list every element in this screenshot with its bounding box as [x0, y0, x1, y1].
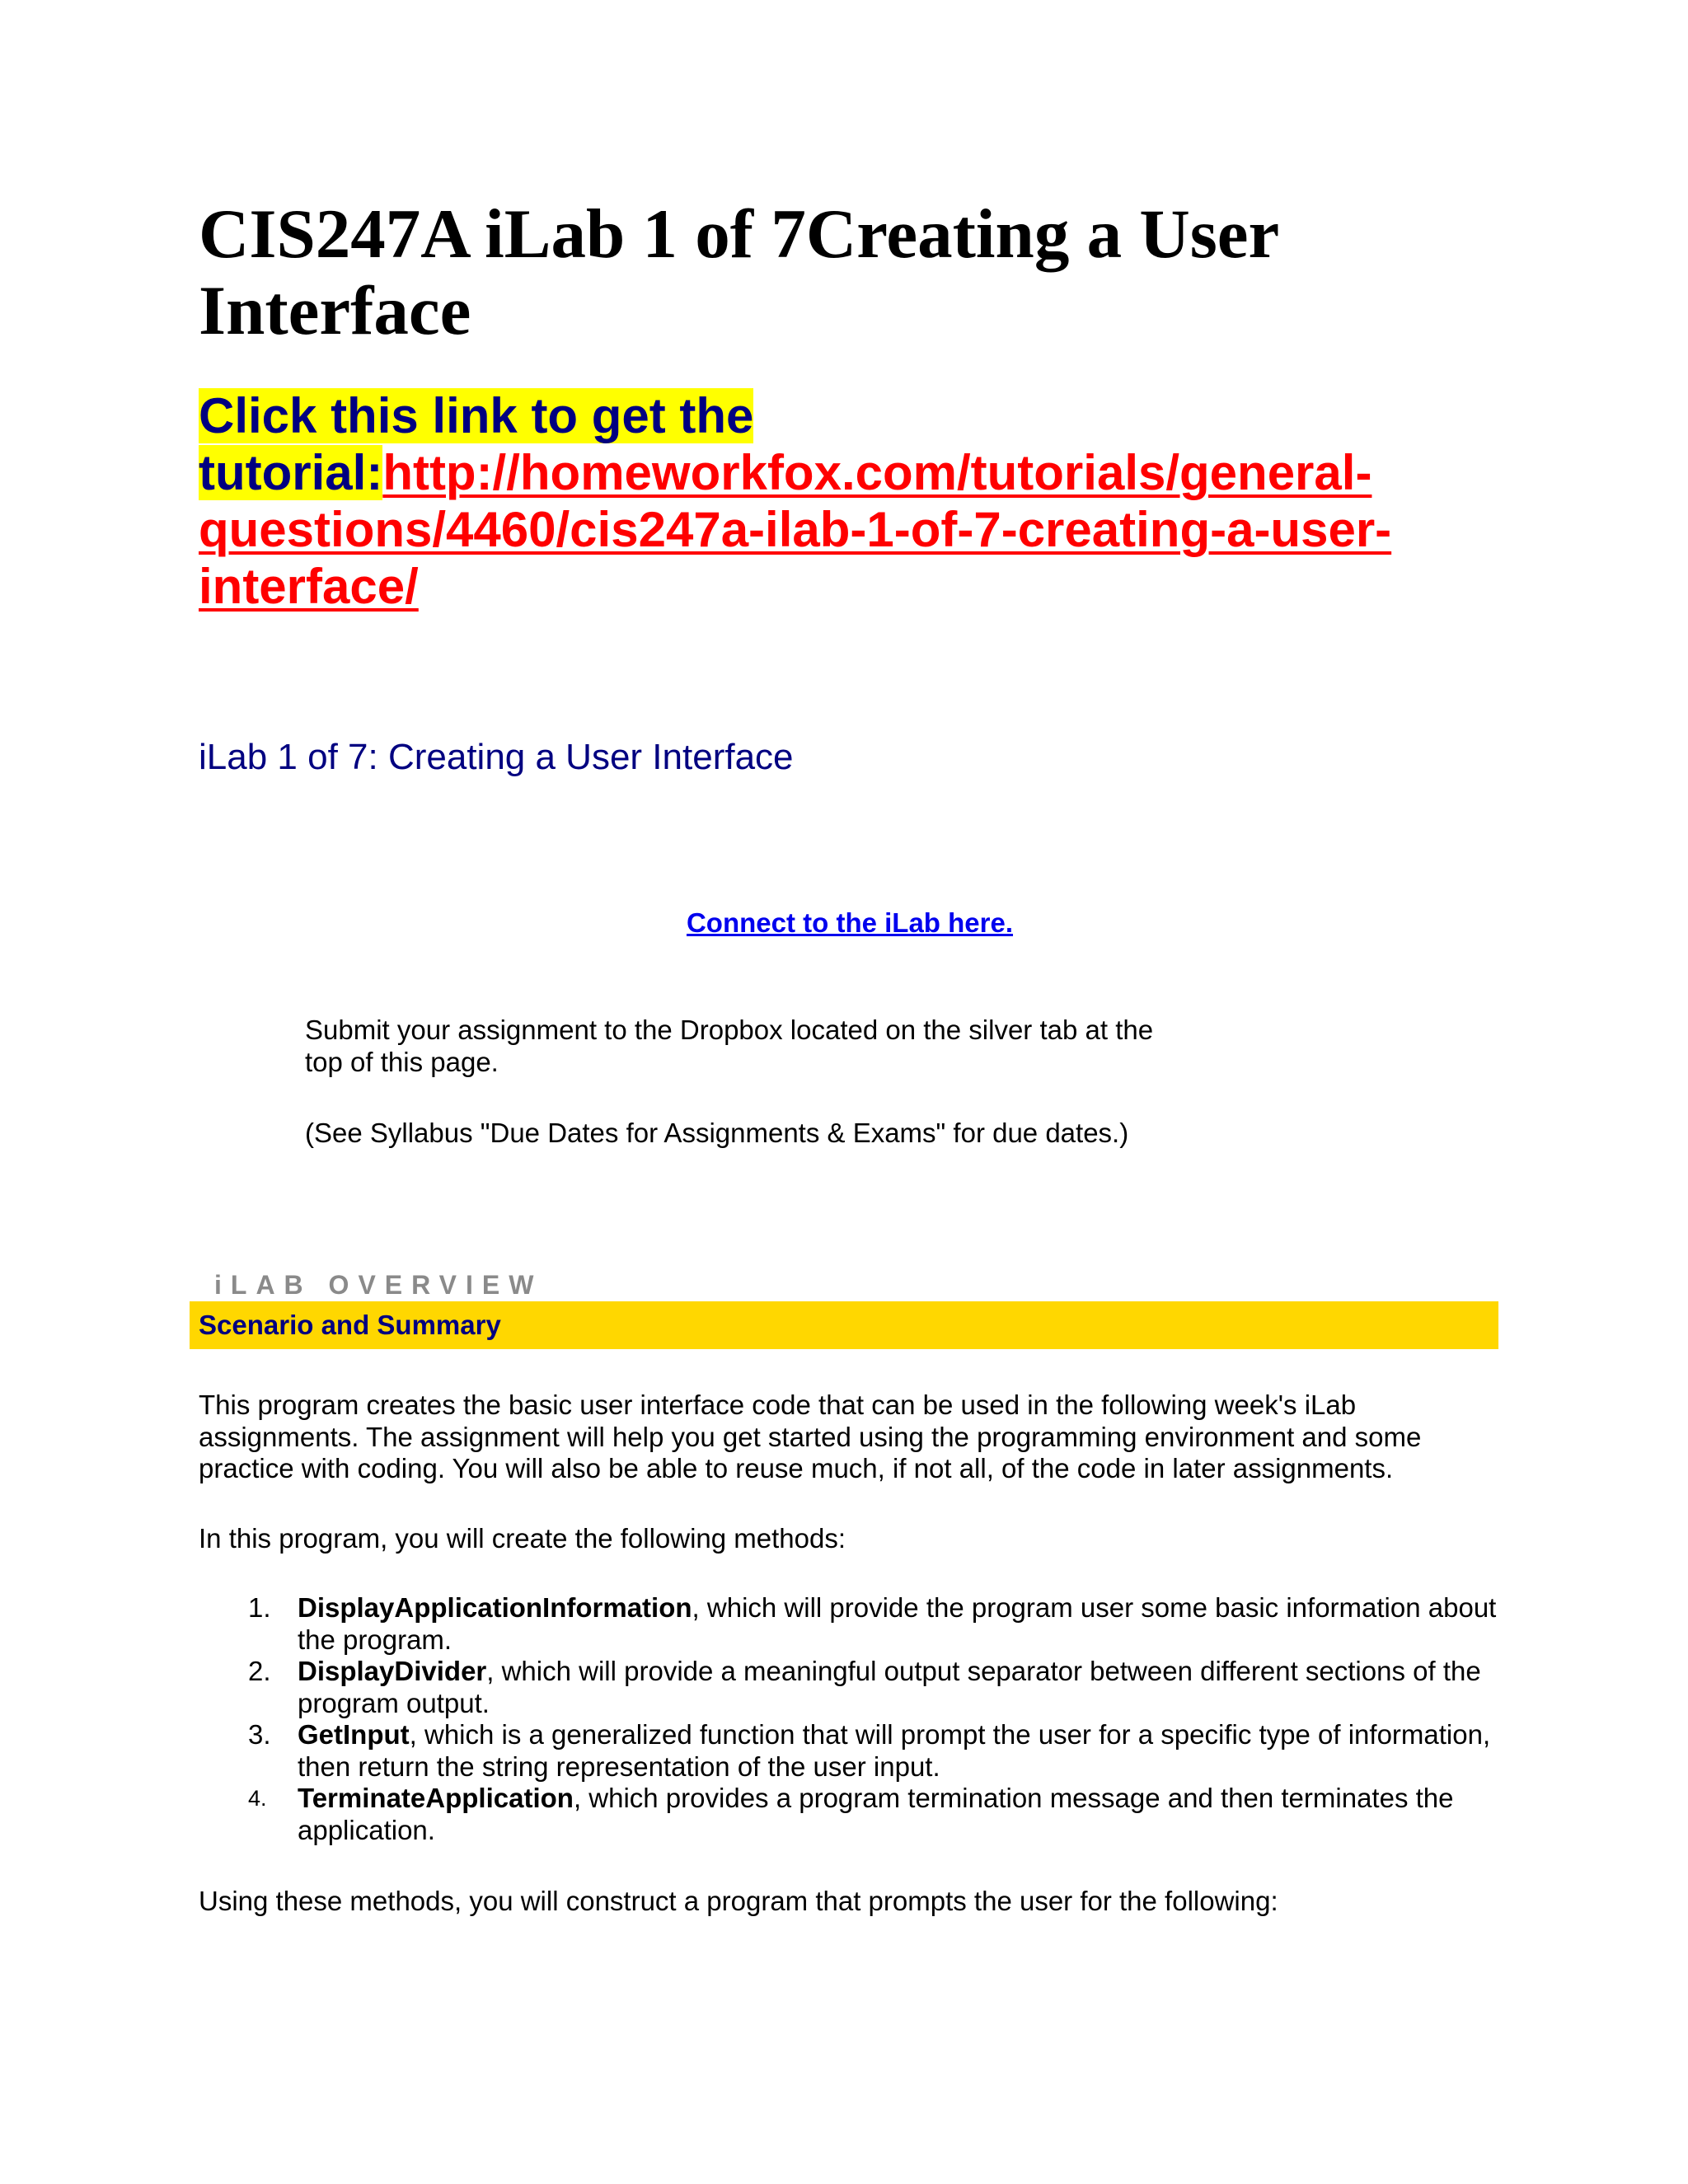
intro-paragraph: This program creates the basic user interface code that can be used in the following week's iLab assignments. The assignment will help you get started using the programming environment and some practice with coding. You will also be able to reuse much, if not all, of the code in later assignments. — [199, 1390, 1422, 1483]
list-item — [199, 1783, 1501, 1846]
section-heading: iLab 1 of 7: Creating a User Interface — [199, 737, 794, 777]
list-number: 3. — [248, 1719, 271, 1750]
method-description: , which will provide the program user some basic information about the program. — [298, 1592, 1497, 1655]
list-number: 1. — [248, 1592, 271, 1623]
list-number: 4. — [248, 1786, 267, 1811]
list-number: 2. — [248, 1656, 271, 1686]
method-name: TerminateApplication — [298, 1783, 574, 1813]
tutorial-link-block — [199, 387, 1451, 615]
submit-instructions: Submit your assignment to the Dropbox located on the silver tab at the top of this page. — [305, 1015, 1154, 1077]
methods-intro-paragraph: In this program, you will create the following methods: — [199, 1523, 846, 1554]
list-item — [199, 1719, 1501, 1783]
document-title: CIS247A iLab 1 of 7Creating a User Interface — [199, 195, 1278, 349]
method-name: DisplayApplicationInformation — [298, 1592, 692, 1623]
method-description: , which is a generalized function that will prompt the user for a specific type of information, then return the string representation of the user input. — [298, 1719, 1491, 1782]
summary-heading-bar — [190, 1301, 1498, 1349]
method-name: DisplayDivider — [298, 1656, 487, 1686]
list-item — [199, 1656, 1501, 1719]
tutorial-url-link[interactable]: http://homeworkfox.com/tutorials/general-questions/4460/cis247a-ilab-1-of-7-creating-a-user-interface/ — [199, 445, 1392, 614]
summary-heading: Scenario and Summary — [199, 1310, 501, 1340]
method-name: GetInput — [298, 1719, 410, 1750]
method-description: , which will provide a meaningful output separator between different sections of the program output. — [298, 1656, 1481, 1718]
methods-list — [199, 1592, 1501, 1846]
syllabus-note: (See Syllabus "Due Dates for Assignments & Exams" for due dates.) — [305, 1118, 1129, 1148]
tutorial-prefix: Click this link to get the tutorial: — [199, 388, 754, 500]
connect-ilab-link[interactable]: Connect to the iLab here. — [686, 907, 1014, 938]
method-description: , which provides a program termination message and then terminates the application. — [298, 1783, 1454, 1845]
list-item — [199, 1592, 1501, 1656]
overview-label: iLAB OVERVIEW — [214, 1270, 543, 1300]
prompt-paragraph: Using these methods, you will construct a program that prompts the user for the following: — [199, 1886, 1278, 1916]
